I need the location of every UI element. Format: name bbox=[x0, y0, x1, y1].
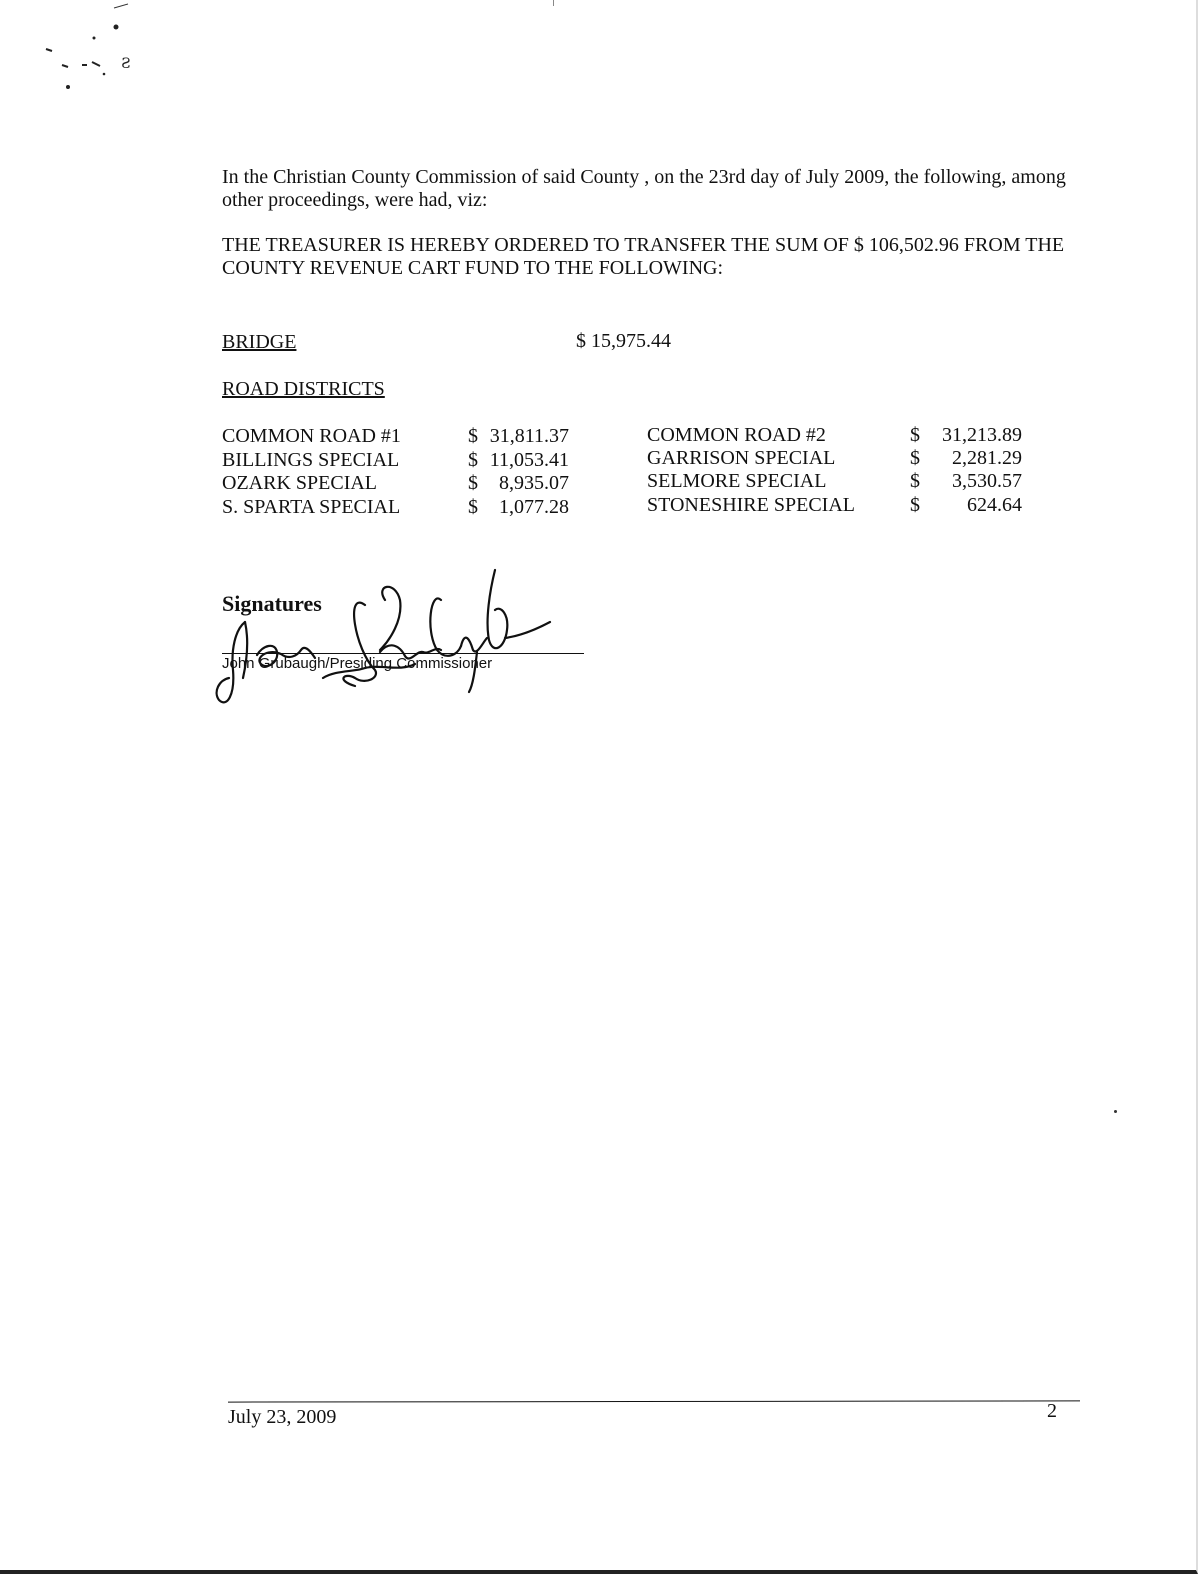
road-districts-heading: ROAD DISTRICTS bbox=[222, 378, 385, 400]
district-name: OZARK SPECIAL bbox=[222, 472, 378, 494]
district-amount: 31,213.89 bbox=[942, 424, 1022, 446]
scan-specks bbox=[30, 0, 160, 100]
scan-mark bbox=[553, 0, 554, 6]
handwritten-signature bbox=[205, 560, 565, 710]
bridge-label: BRIDGE bbox=[222, 331, 297, 353]
bridge-amount: $ 15,975.44 bbox=[576, 330, 671, 352]
scan-speck bbox=[1114, 1110, 1117, 1113]
dollar-sign: $ bbox=[910, 447, 920, 469]
district-name: GARRISON SPECIAL bbox=[647, 447, 836, 469]
district-amount: 8,935.07 bbox=[499, 472, 569, 494]
transfer-order-paragraph: THE TREASURER IS HEREBY ORDERED TO TRANSFER THE SUM OF $ 106,502.96 FROM THE COUNTY REVENUE CART FUND TO THE FOLLOWING: bbox=[222, 234, 1065, 279]
district-name: SELMORE SPECIAL bbox=[647, 470, 827, 492]
dollar-sign: $ bbox=[468, 449, 478, 471]
intro-paragraph: In the Christian County Commission of said County , on the 23rd day of July 2009, the following, among other proceedings, were had, viz: bbox=[222, 166, 1066, 211]
district-name: S. SPARTA SPECIAL bbox=[222, 496, 401, 518]
district-amount: 624.64 bbox=[967, 494, 1022, 516]
dollar-sign: $ bbox=[468, 496, 478, 518]
dollar-sign: $ bbox=[910, 424, 920, 446]
dollar-sign: $ bbox=[468, 472, 478, 494]
footer-date: July 23, 2009 bbox=[228, 1406, 337, 1428]
dollar-sign: $ bbox=[910, 470, 920, 492]
district-amount: 31,811.37 bbox=[489, 425, 569, 447]
district-amount: 11,053.41 bbox=[489, 449, 569, 471]
svg-text:Ƨ: Ƨ bbox=[121, 56, 131, 72]
district-amount: 1,077.28 bbox=[499, 496, 569, 518]
signature-caption: John Grubaugh/Presiding Commissioner bbox=[222, 655, 493, 672]
district-amount: 2,281.29 bbox=[952, 447, 1022, 469]
district-name: STONESHIRE SPECIAL bbox=[647, 494, 855, 516]
dollar-sign: $ bbox=[910, 494, 920, 516]
signatures-heading: Signatures bbox=[222, 591, 322, 616]
district-amount: 3,530.57 bbox=[952, 470, 1022, 492]
dollar-sign: $ bbox=[468, 425, 478, 447]
district-name: COMMON ROAD #2 bbox=[647, 424, 826, 446]
district-name: COMMON ROAD #1 bbox=[222, 425, 401, 447]
page-number: 2 bbox=[1047, 1400, 1057, 1422]
district-name: BILLINGS SPECIAL bbox=[222, 449, 400, 471]
